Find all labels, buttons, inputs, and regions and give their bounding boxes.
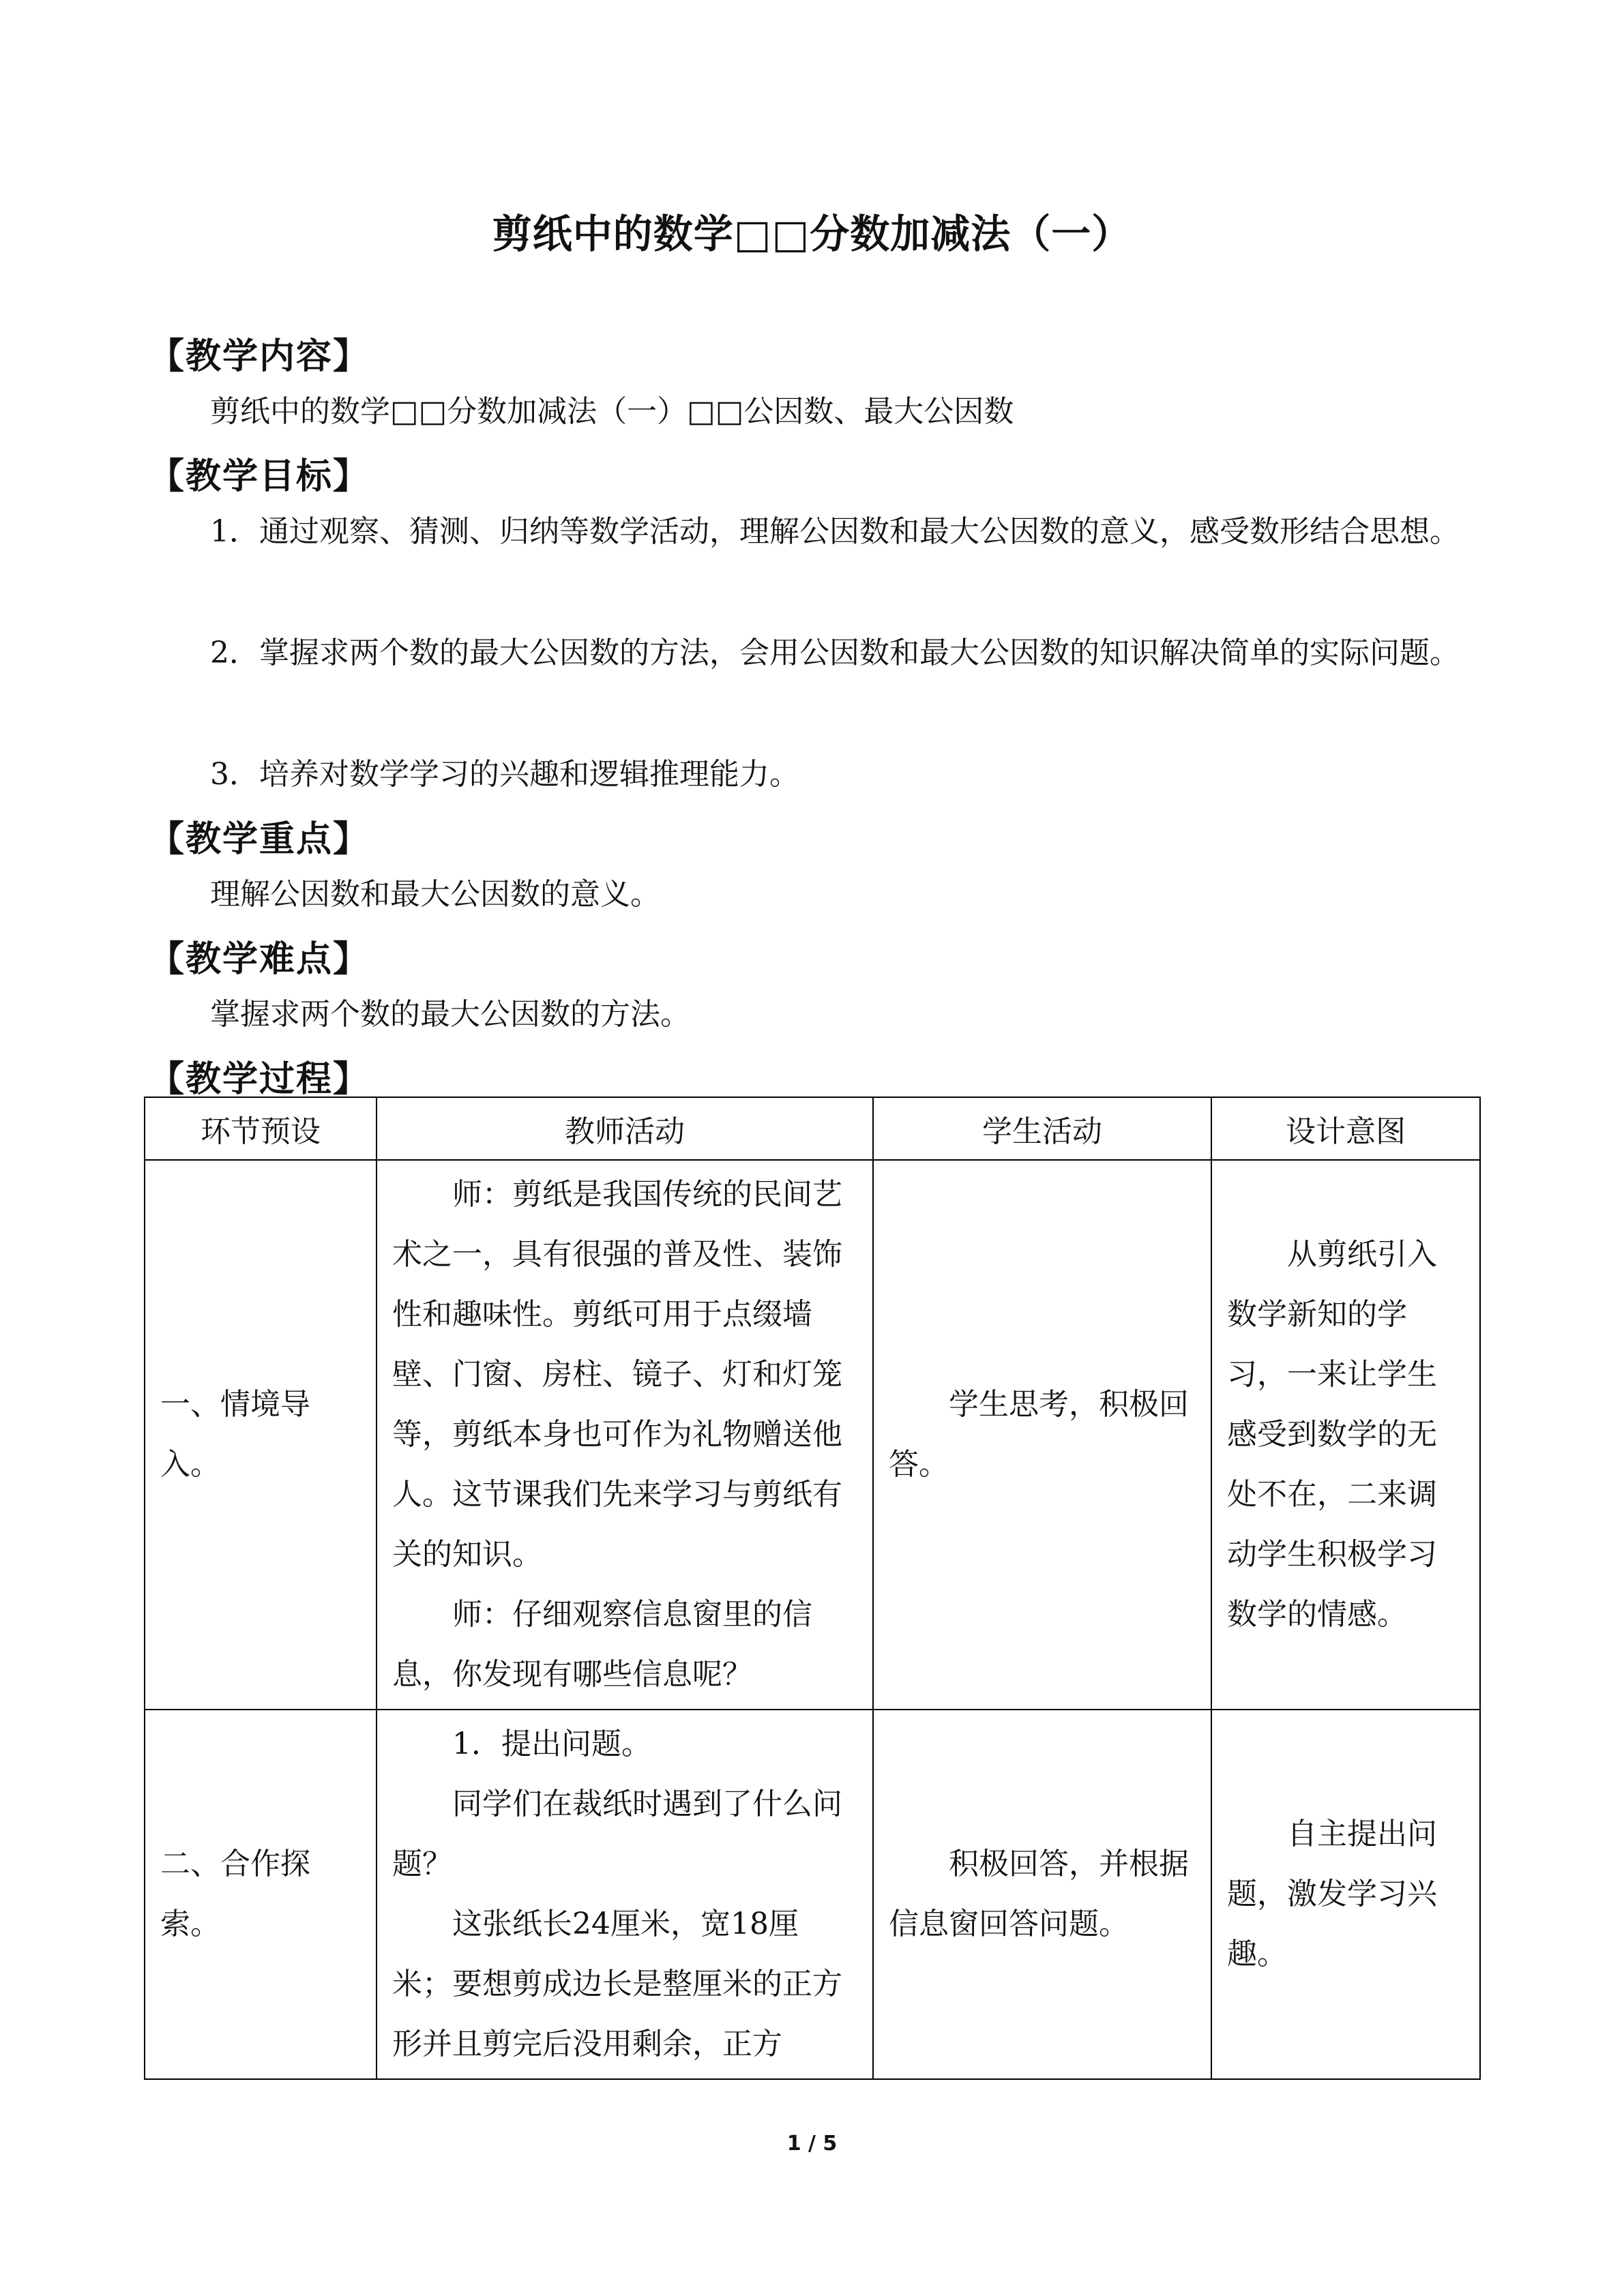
table-header-row [145,1097,1480,1160]
heading-teaching-content: 【教学内容】 [149,336,370,377]
student-activity-cell: 积极回答，并根据信息窗回答问题。 [873,1710,1211,2079]
header-design-intent: 设计意图 [1211,1097,1480,1160]
teaching-process-table [144,1097,1481,2080]
header-teacher-activity: 教师活动 [377,1097,873,1160]
header-student-activity: 学生活动 [873,1097,1211,1160]
header-stage: 环节预设 [145,1097,377,1160]
teacher-activity-cell [377,1710,873,2079]
design-intent-cell: 从剪纸引入数学新知的学习，一来让学生感受到数学的无处不在，二来调动学生积极学习数学的情感。 [1211,1160,1480,1710]
goal-item-1: 1．通过观察、猜测、归纳等数学活动，理解公因数和最大公因数的意义，感受数形结合思想。 [210,514,1460,549]
heading-difficulties: 【教学难点】 [149,939,370,980]
teacher-activity-cell [377,1160,873,1710]
page-number: 1 / 5 [786,2132,838,2156]
heading-teaching-goals: 【教学目标】 [149,456,370,497]
difficulties-text: 掌握求两个数的最大公因数的方法。 [210,997,690,1032]
table-row [145,1710,1480,2079]
heading-teaching-process: 【教学过程】 [149,1059,370,1100]
stage-cell: 二、合作探索。 [145,1710,377,2079]
stage-cell: 一、情境导入。 [145,1160,377,1710]
design-intent-cell: 自主提出问题，激发学习兴趣。 [1211,1710,1480,2079]
teacher-activity-paragraph: 1．提出问题。 [452,1727,651,1761]
teacher-activity-paragraph: 同学们在裁纸时遇到了什么问题？ [392,1787,842,1881]
goal-item-2: 2．掌握求两个数的最大公因数的方法，会用公因数和最大公因数的知识解决简单的实际问题。 [210,636,1460,670]
table-row [145,1160,1480,1710]
teacher-activity-paragraph: 师：仔细观察信息窗里的信息，你发现有哪些信息呢？ [392,1597,812,1692]
goal-item-3: 3．培养对数学学习的兴趣和逻辑推理能力。 [210,757,799,792]
teacher-activity-paragraph: 这张纸长24厘米，宽18厘米；要想剪成边长是整厘米的正方形并且剪完后没用剩余，正方 [392,1907,842,2061]
heading-key-points: 【教学重点】 [149,819,370,860]
student-activity-cell: 学生思考，积极回答。 [873,1160,1211,1710]
teacher-activity-paragraph: 师：剪纸是我国传统的民间艺术之一，具有很强的普及性、装饰性和趣味性。剪纸可用于点缀墙壁、门窗、房柱、镜子、灯和灯笼等，剪纸本身也可作为礼物赠送他人。这节课我们先来学习与剪纸有关的知识。 [392,1177,842,1572]
key-points-text: 理解公因数和最大公因数的意义。 [210,877,660,912]
teaching-content-text: 剪纸中的数学□□分数加减法（一）□□公因数、最大公因数 [210,394,1014,429]
page-title: 剪纸中的数学□□分数加减法（一） [492,211,1132,257]
